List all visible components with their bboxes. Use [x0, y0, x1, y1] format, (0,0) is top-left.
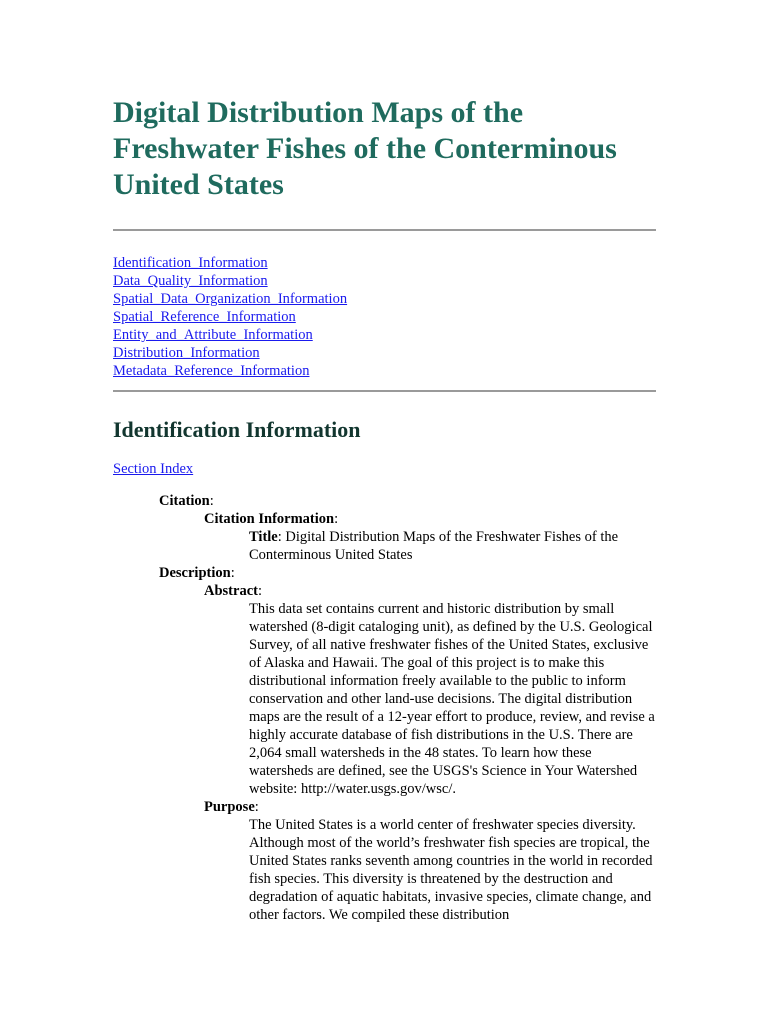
toc-link-spatial-reference[interactable]: Spatial_Reference_Information: [113, 309, 296, 325]
horizontal-divider: [113, 390, 656, 392]
title-row: Title: Digital Distribution Maps of the Freshwater Fishes of the Conterminous United States: [249, 529, 619, 563]
toc-link-distribution[interactable]: Distribution_Information: [113, 345, 260, 361]
page-title: Digital Distribution Maps of the Freshwater Fishes of the Conterminous United States: [113, 96, 617, 201]
abstract-row: Abstract:: [204, 583, 262, 599]
abstract-label: Abstract: [204, 583, 258, 599]
citation-label: Citation: [159, 493, 210, 509]
title-label: Title: [249, 529, 278, 545]
horizontal-divider: [113, 229, 656, 231]
section-index-link[interactable]: Section Index: [113, 461, 194, 477]
abstract-text: This data set contains current and historic distribution by small watershed (8-digit cataloging unit), as defined by the U.S. Geological Survey, of all native freshwater fishes of the United States, exclusive of Alaska and Hawaii. The goal of this project is to make this distributional information freely available to the public to inform conservation and other land-use decisions. The digital distribution maps are the result of a 12-year effort to produce, review, and revise a highly accurate database of fish distributions in the U.S. There are 2,064 small watersheds in the 48 states. To learn how these watersheds are defined, see the USGS's Science in Your Watershed website: http://water.usgs.gov/wsc/.: [249, 601, 655, 797]
toc-link-entity-attribute[interactable]: Entity_and_Attribute_Information: [113, 327, 313, 343]
citation-row: Citation:: [159, 493, 214, 509]
title-value: Digital Distribution Maps of the Freshwater Fishes of the Conterminous United States: [249, 529, 619, 563]
table-of-contents: [113, 254, 347, 380]
description-row: Description:: [159, 565, 235, 581]
toc-link-spatial-data-organization[interactable]: Spatial_Data_Organization_Information: [113, 291, 348, 307]
purpose-label: Purpose: [204, 799, 255, 815]
citation-info-label: Citation Information: [204, 511, 335, 527]
toc-link-data-quality[interactable]: Data_Quality_Information: [113, 273, 268, 289]
purpose-text: The United States is a world center of freshwater species diversity. Although most of the world’s freshwater fish species are tropical, the United States ranks seventh among countries in the world in recorded fish species. This diversity is threatened by the destruction and degradation of aquatic habitats, invasive species, climate change, and other factors. We compiled these distribution: [249, 817, 653, 923]
citation-info-row: Citation Information:: [204, 511, 339, 527]
toc-link-metadata-reference[interactable]: Metadata_Reference_Information: [113, 363, 310, 379]
description-label: Description: [159, 565, 231, 581]
section-heading: Identification Information: [113, 417, 361, 442]
metadata-body: [113, 492, 658, 924]
purpose-row: Purpose:: [204, 799, 259, 815]
toc-link-identification[interactable]: Identification_Information: [113, 255, 268, 271]
